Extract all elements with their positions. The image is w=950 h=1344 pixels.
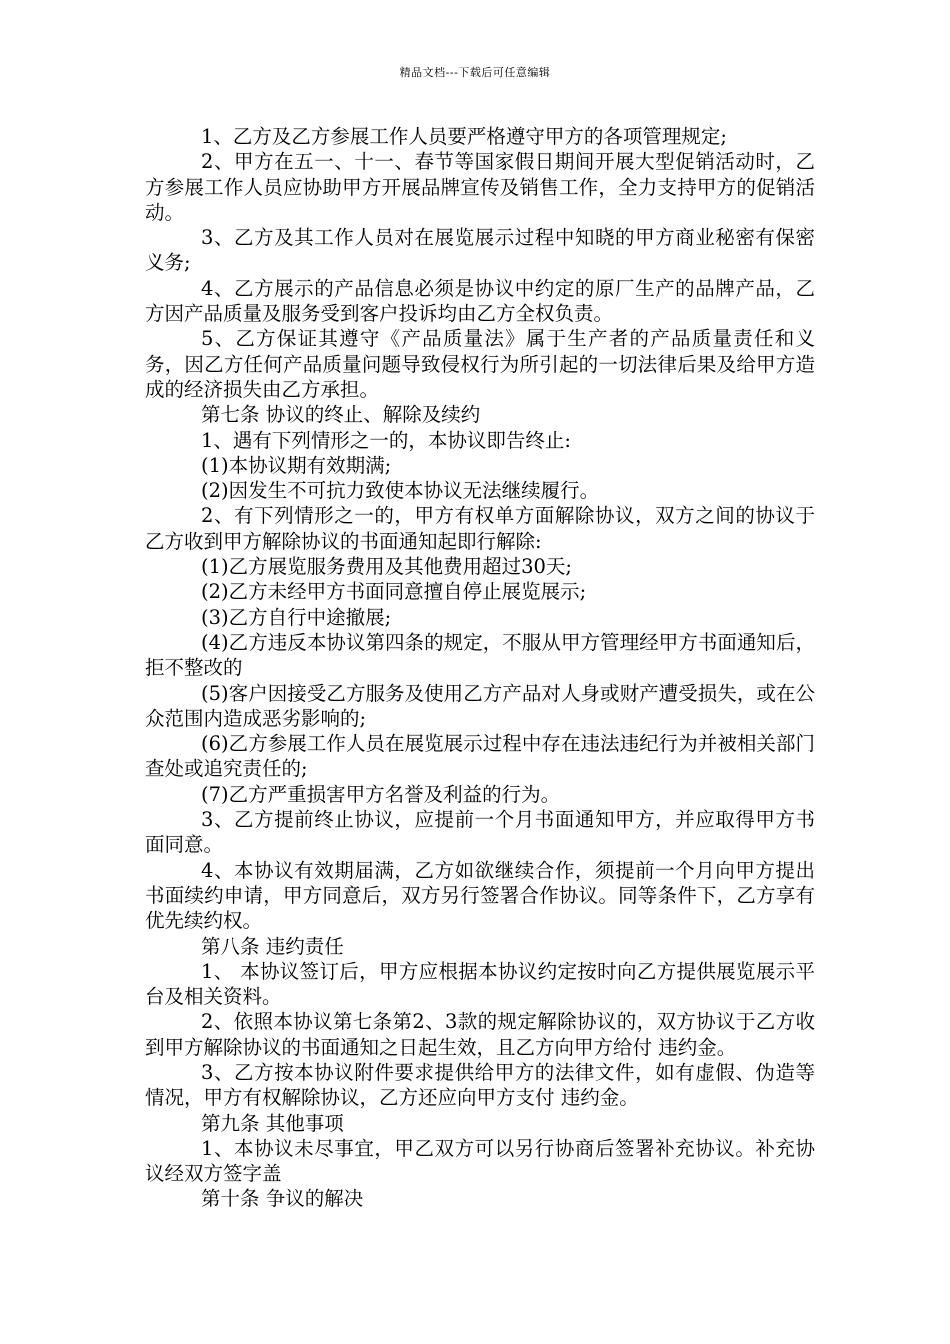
article-8-heading: 第八条 违约责任 xyxy=(201,934,344,958)
clause-6-item-3: 3、乙方及其工作人员对在展览展示过程中知晓的甲方商业秘密有保密义务; xyxy=(145,226,815,275)
article-9-item-1: 1、本协议未尽事宜，甲乙双方可以另行协商后签署补充协议。补充协议经双方签字盖 xyxy=(145,1136,815,1186)
article-7-item-3: 3、乙方提前终止协议，应提前一个月书面通知甲方，并应取得甲方书面同意。 xyxy=(145,808,815,857)
article-7-item-2-sub-3: (3)乙方自行中途撤展; xyxy=(201,605,392,629)
article-7-item-1: 1、遇有下列情形之一的，本协议即告终止: xyxy=(201,428,571,452)
article-8-item-3: 3、乙方按本协议附件要求提供给甲方的法律文件，如有虚假、伪造等情况，甲方有权解除协议，乙方还应向甲方支付 违约金。 xyxy=(145,1060,815,1110)
clause-6-item-2: 2、甲方在五一、十一、春节等国家假日期间开展大型促销活动时，乙方参展工作人员应协助甲方开展品牌宣传及销售工作，全力支持甲方的促销活动。 xyxy=(145,150,815,224)
article-7-item-1-sub-2: (2)因发生不可抗力致使本协议无法继续履行。 xyxy=(201,479,600,503)
article-7-item-2-sub-6: (6)乙方参展工作人员在展览展示过程中存在违法违纪行为并被相关部门查处或追究责任的; xyxy=(145,732,815,781)
clause-6-item-5: 5、乙方保证其遵守《产品质量法》属于生产者的产品质量责任和义务，因乙方任何产品质量问题导致侵权行为所引起的一切法律后果及给甲方造成的经济损失由乙方承担。 xyxy=(145,327,815,401)
article-7-heading: 第七条 协议的终止、解除及续约 xyxy=(201,403,481,427)
article-8-item-2: 2、依照本协议第七条第2、3款的规定解除协议的，双方协议于乙方收到甲方解除协议的书面通知之日起生效，且乙方向甲方给付 违约金。 xyxy=(145,1010,815,1059)
article-7-item-2-sub-4: (4)乙方违反本协议第四条的规定，不服从甲方管理经甲方书面通知后，拒不整改的 xyxy=(145,630,815,680)
clause-6-item-1: 1、乙方及乙方参展工作人员要严格遵守甲方的各项管理规定; xyxy=(201,125,727,148)
article-10-heading: 第十条 争议的解决 xyxy=(201,1187,364,1211)
article-7-item-1-sub-1: (1)本协议期有效期满; xyxy=(201,453,392,477)
article-7-item-2-sub-5: (5)客户因接受乙方服务及使用乙方产品对人身或财产遭受损失，或在公众范围内造成恶劣影响的; xyxy=(145,681,815,730)
article-7-item-2: 2、有下列情形之一的，甲方有权单方面解除协议，双方之间的协议于乙方收到甲方解除协议的书面通知起即行解除: xyxy=(145,504,815,553)
clause-6-item-4: 4、乙方展示的产品信息必须是协议中约定的原厂生产的品牌产品，乙方因产品质量及服务受到客户投诉均由乙方全权负责。 xyxy=(145,276,815,326)
page-header-note: 精品文档---下载后可任意编辑 xyxy=(399,66,551,79)
article-7-item-2-sub-7: (7)乙方严重损害甲方名誉及利益的行为。 xyxy=(201,782,561,806)
article-7-item-4: 4、本协议有效期届满，乙方如欲继续合作，须提前一个月向甲方提出书面续约申请，甲方同意后，双方另行签署合作协议。同等条件下，乙方享有优先续约权。 xyxy=(145,858,815,933)
article-9-heading: 第九条 其他事项 xyxy=(201,1111,344,1135)
article-8-item-1: 1、 本协议签订后，甲方应根据本协议约定按时向乙方提供展览展示平台及相关资料。 xyxy=(145,959,815,1009)
article-7-item-2-sub-1: (1)乙方展览服务费用及其他费用超过30天; xyxy=(201,555,573,579)
article-7-item-2-sub-2: (2)乙方未经甲方书面同意擅自停止展览展示; xyxy=(201,580,587,604)
document-body xyxy=(145,124,815,1212)
